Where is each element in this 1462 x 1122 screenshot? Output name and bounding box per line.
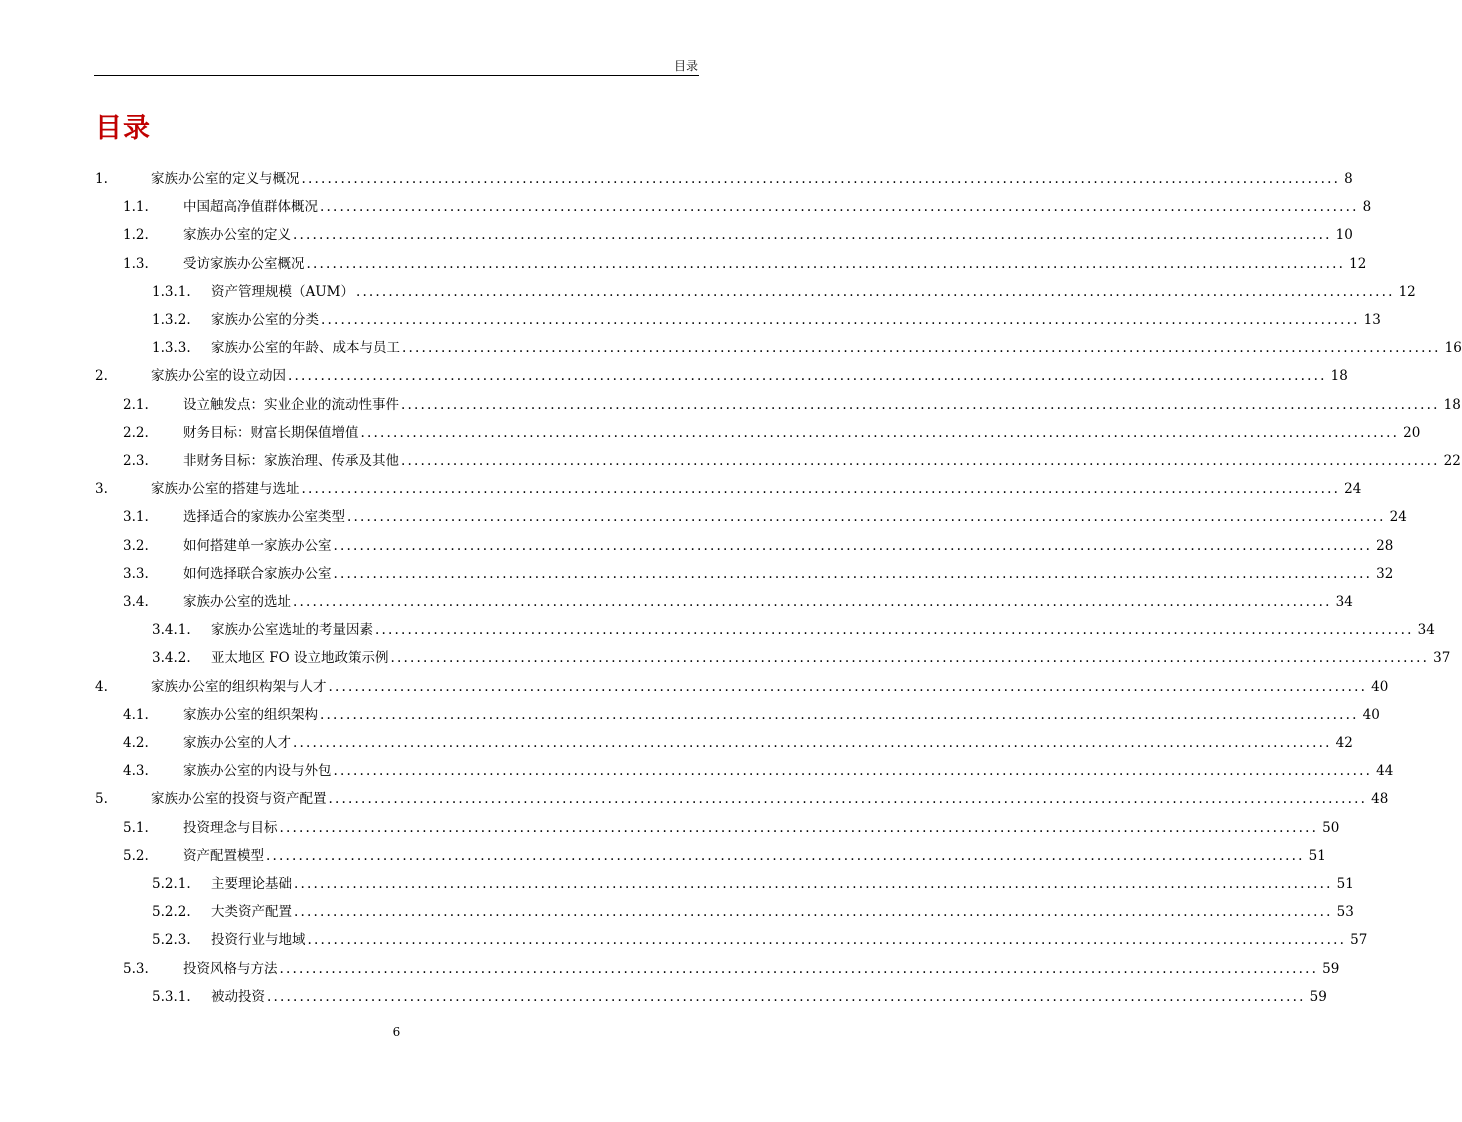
toc-entry-title: 家族办公室的选址	[183, 594, 291, 610]
toc-leader-dots: ................................................................................................................................................................	[375, 622, 1414, 639]
toc-entry-number: 1.3.	[123, 255, 149, 272]
toc-entry[interactable]	[123, 450, 1461, 472]
toc-entry-number: 3.1.	[123, 509, 149, 526]
toc-leader-dots: ................................................................................................................................................................	[294, 904, 1333, 921]
toc-entry-page: 12	[1349, 255, 1367, 272]
toc-entry-number: 3.	[95, 481, 108, 498]
toc-entry-title: 非财务目标：家族治理、传承及其他	[183, 453, 399, 469]
toc-entry-number: 5.3.1.	[152, 988, 191, 1005]
toc-entry-number: 5.1.	[123, 819, 149, 836]
toc-entry-page: 53	[1336, 904, 1354, 921]
toc-entry-number: 4.3.	[123, 763, 149, 780]
toc-entry-page: 34	[1417, 622, 1435, 639]
toc-entry[interactable]	[152, 337, 1462, 359]
toc-entry-page: 8	[1344, 171, 1353, 187]
toc-leader-dots: ................................................................................................................................................................	[402, 340, 1441, 357]
toc-entry-title: 投资理念与目标	[183, 819, 278, 836]
toc-entry[interactable]	[152, 929, 1368, 951]
toc-entry[interactable]	[123, 845, 1326, 867]
toc-leader-dots: ................................................................................................................................................................	[293, 227, 1332, 244]
toc-entry-page: 34	[1335, 594, 1353, 610]
toc-entry[interactable]	[95, 676, 1389, 698]
toc-entry-title: 如何搭建单一家族办公室	[183, 537, 332, 554]
toc-entry[interactable]	[95, 478, 1362, 500]
toc-entry-title: 如何选择联合家族办公室	[183, 565, 332, 582]
toc-entry-title: 家族办公室选址的考量因素	[211, 622, 373, 639]
toc-entry-number: 3.4.	[123, 594, 149, 610]
toc-entry[interactable]	[152, 619, 1435, 641]
toc-title: 目录	[95, 113, 151, 144]
toc-leader-dots: ................................................................................................................................................................	[347, 509, 1386, 526]
toc-entry[interactable]	[152, 873, 1354, 895]
toc-leader-dots: ................................................................................................................................................................	[333, 763, 1373, 780]
toc-entry[interactable]	[95, 168, 1353, 190]
toc-entry-number: 4.2.	[123, 735, 149, 751]
toc-leader-dots: ................................................................................................................................................................	[360, 424, 1400, 441]
toc-entry-page: 51	[1336, 876, 1354, 892]
toc-entry-title: 家族办公室的投资与资产配置	[151, 791, 327, 808]
toc-entry[interactable]	[123, 958, 1340, 980]
toc-entry-page: 32	[1376, 565, 1394, 582]
toc-entry-page: 42	[1335, 735, 1353, 751]
toc-leader-dots: ................................................................................................................................................................	[401, 396, 1440, 413]
toc-entry-title: 主要理论基础	[211, 876, 292, 892]
toc-entry[interactable]	[123, 422, 1421, 444]
toc-entry-title: 设立触发点：实业企业的流动性事件	[183, 396, 399, 413]
toc-leader-dots: ................................................................................................................................................................	[267, 988, 1306, 1005]
page-number: 6	[392, 1025, 401, 1039]
toc-entry-title: 家族办公室的设立动因	[151, 368, 286, 385]
toc-leader-dots: ................................................................................................................................................................	[288, 368, 1327, 385]
toc-entry-title: 家族办公室的定义	[183, 227, 291, 244]
toc-entry-number: 5.2.	[123, 847, 149, 864]
toc-leader-dots: ................................................................................................................................................................	[333, 537, 1373, 554]
toc-leader-dots: ................................................................................................................................................................	[301, 481, 1341, 498]
toc-entry-number: 5.	[95, 791, 108, 808]
toc-entry-number: 5.2.2.	[152, 904, 191, 921]
toc-entry[interactable]	[123, 253, 1367, 275]
toc-entry-page: 12	[1398, 283, 1416, 300]
toc-entry-page: 57	[1350, 932, 1368, 949]
toc-entry-page: 51	[1308, 847, 1326, 864]
toc-entry-page: 10	[1335, 227, 1353, 244]
toc-entry-number: 2.2.	[123, 424, 149, 441]
toc-entry[interactable]	[95, 788, 1389, 810]
toc-entry[interactable]	[123, 563, 1394, 585]
toc-leader-dots: ................................................................................................................................................................	[306, 255, 1346, 272]
toc-entry-page: 28	[1376, 537, 1394, 554]
toc-entry[interactable]	[123, 535, 1394, 557]
toc-entry[interactable]	[123, 394, 1461, 416]
toc-entry[interactable]	[123, 591, 1353, 613]
toc-entry-number: 3.4.2.	[152, 650, 191, 667]
toc-entry-page: 13	[1363, 312, 1381, 328]
toc-entry-title: 家族办公室的组织架构	[183, 706, 318, 723]
toc-entry-number: 3.3.	[123, 565, 149, 582]
toc-entry-title: 受访家族办公室概况	[183, 255, 305, 272]
toc-entry-page: 44	[1376, 763, 1394, 780]
toc-leader-dots: ................................................................................................................................................................	[307, 932, 1347, 949]
toc-entry-page: 8	[1362, 199, 1372, 216]
toc-entry-title: 选择适合的家族办公室类型	[183, 509, 345, 526]
toc-entry-title: 家族办公室的组织构架与人才	[151, 678, 327, 695]
toc-entry-title: 资产配置模型	[183, 847, 264, 864]
toc-entry-title: 大类资产配置	[211, 904, 292, 921]
toc-entry-number: 3.2.	[123, 537, 149, 554]
toc-entry-page: 40	[1362, 706, 1380, 723]
toc-entry-page: 16	[1444, 340, 1462, 357]
toc-leader-dots: ................................................................................................................................................................	[293, 735, 1332, 751]
toc-entry[interactable]	[152, 309, 1381, 331]
toc-entry-title: 资产管理规模（AUM）	[211, 283, 354, 300]
toc-entry-title: 投资行业与地域	[211, 932, 306, 949]
toc-entry-page: 22	[1443, 453, 1461, 469]
toc-entry-page: 24	[1389, 509, 1407, 526]
toc-leader-dots: ................................................................................................................................................................	[279, 960, 1319, 977]
toc-entry-number: 4.	[95, 678, 108, 695]
toc-entry-title: 家族办公室的分类	[211, 312, 319, 328]
toc-entry-number: 1.2.	[123, 227, 149, 244]
toc-leader-dots: ................................................................................................................................................................	[301, 171, 1341, 187]
toc-leader-dots: ................................................................................................................................................................	[328, 678, 1368, 695]
toc-entry-number: 2.3.	[123, 453, 149, 469]
toc-entry-title: 财务目标：财富长期保值增值	[183, 424, 359, 441]
toc-entry-title: 家族办公室的定义与概况	[151, 171, 300, 187]
toc-entry-page: 59	[1309, 988, 1327, 1005]
toc-entry[interactable]	[123, 732, 1353, 754]
toc-entry[interactable]	[152, 986, 1327, 1008]
toc-entry-title: 家族办公室的搭建与选址	[151, 481, 300, 498]
toc-entry-number: 4.1.	[123, 706, 149, 723]
toc-entry[interactable]	[123, 224, 1353, 246]
toc-entry-number: 5.2.3.	[152, 932, 191, 949]
toc-entry[interactable]	[123, 817, 1340, 839]
toc-leader-dots: ................................................................................................................................................................	[294, 876, 1333, 892]
toc-entry-page: 48	[1371, 791, 1389, 808]
toc-entry-number: 1.1.	[123, 199, 149, 216]
toc-entry[interactable]	[123, 704, 1380, 726]
toc-leader-dots: ................................................................................................................................................................	[333, 565, 1373, 582]
toc-entry-page: 18	[1330, 368, 1348, 385]
toc-entry-title: 中国超高净值群体概况	[183, 199, 318, 216]
toc-entry-title: 被动投资	[211, 988, 265, 1005]
toc-entry-number: 5.3.	[123, 960, 149, 977]
toc-entry-number: 1.3.1.	[152, 283, 191, 300]
toc-entry[interactable]	[152, 647, 1451, 669]
toc-leader-dots: ................................................................................................................................................................	[390, 650, 1430, 667]
toc-entry-number: 2.	[95, 368, 108, 385]
toc-entry[interactable]	[123, 506, 1407, 528]
toc-entry[interactable]	[123, 760, 1394, 782]
toc-leader-dots: ................................................................................................................................................................	[279, 819, 1319, 836]
toc-leader-dots: ................................................................................................................................................................	[355, 283, 1395, 300]
toc-leader-dots: ................................................................................................................................................................	[293, 594, 1332, 610]
toc-entry[interactable]	[152, 281, 1416, 303]
toc-entry-page: 50	[1322, 819, 1340, 836]
toc-entry-number: 3.4.1.	[152, 622, 191, 639]
toc-entry-number: 5.2.1.	[152, 876, 191, 892]
toc-entry-page: 24	[1344, 481, 1362, 498]
toc-entry-title: 家族办公室的内设与外包	[183, 763, 332, 780]
toc-leader-dots: ................................................................................................................................................................	[320, 199, 1359, 216]
running-header: 目录	[673, 59, 698, 73]
toc-leader-dots: ................................................................................................................................................................	[320, 706, 1359, 723]
toc-leader-dots: ................................................................................................................................................................	[321, 312, 1360, 328]
toc-entry-title: 家族办公室的人才	[183, 735, 291, 751]
toc-entry[interactable]	[95, 365, 1348, 387]
toc-entry-number: 1.3.3.	[152, 340, 191, 357]
toc-entry-page: 40	[1371, 678, 1389, 695]
toc-leader-dots: ................................................................................................................................................................	[266, 847, 1305, 864]
toc-entry-page: 37	[1433, 650, 1451, 667]
toc-entry-title: 投资风格与方法	[183, 960, 278, 977]
toc-entry-page: 20	[1403, 424, 1421, 441]
toc-entry[interactable]	[152, 901, 1354, 923]
toc-leader-dots: ................................................................................................................................................................	[328, 791, 1368, 808]
toc-entry-title: 亚太地区 FO 设立地政策示例	[211, 650, 389, 667]
toc-entry-number: 1.3.2.	[152, 312, 191, 328]
toc-entry-page: 18	[1443, 396, 1461, 413]
toc-entry-page: 59	[1322, 960, 1340, 977]
toc-entry-title: 家族办公室的年龄、成本与员工	[211, 340, 400, 357]
toc-entry-number: 2.1.	[123, 396, 149, 413]
toc-entry[interactable]	[123, 196, 1372, 218]
header-rule	[94, 75, 699, 76]
toc-entry-number: 1.	[95, 171, 108, 187]
toc-leader-dots: ................................................................................................................................................................	[401, 453, 1440, 469]
